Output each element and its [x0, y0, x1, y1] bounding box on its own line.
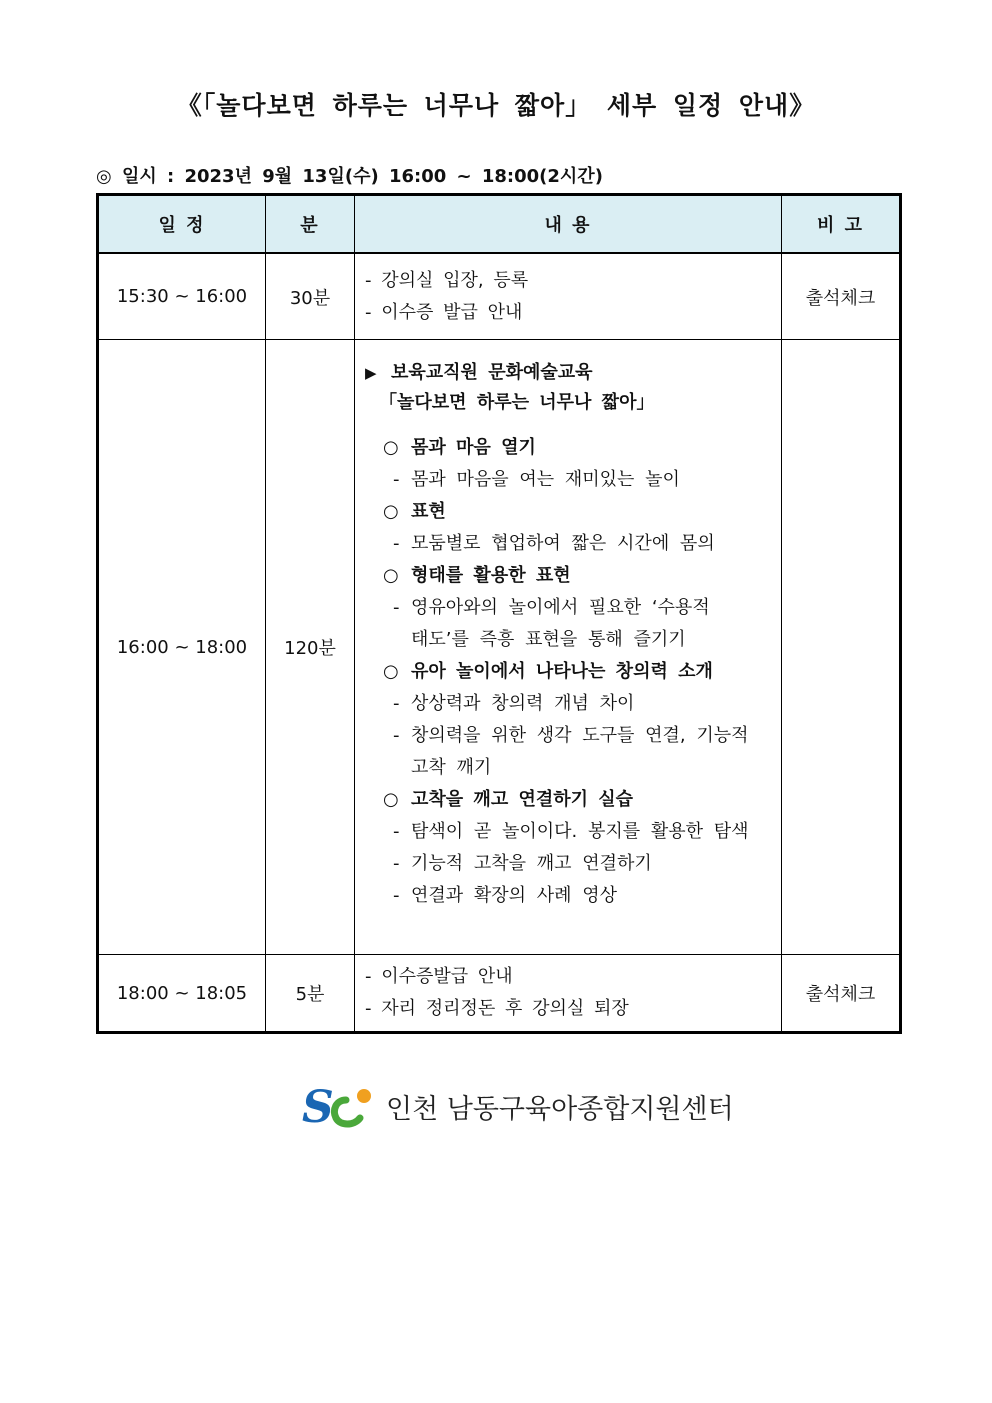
section-item: - 탐색이 곧 놀이이다. 봉지를 활용한 탐색 — [393, 821, 749, 842]
section-title: ○ 유아 놀이에서 나타나는 창의력 소개 — [365, 656, 773, 688]
section-title: ○ 고착을 깨고 연결하기 실습 — [365, 784, 773, 816]
section-item-continuation: 고착 깨기 — [411, 757, 492, 778]
content-line: - 자리 정리정돈 후 강의실 퇴장 — [365, 998, 629, 1019]
svg-text:S: S — [302, 1082, 334, 1130]
section-item-continuation: 태도’를 즉흥 표현을 통해 즐기기 — [411, 629, 686, 650]
event-date: ◎ 일시 : 2023년 9월 13일(수) 16:00 ~ 18:00(2시간) — [96, 166, 603, 187]
program-title: ▶ 보육교직원 문화예술교육 — [365, 358, 773, 388]
circle-bullet-icon: ○ — [383, 565, 399, 586]
table-header-row — [98, 195, 901, 254]
content-line: - 이수증 발급 안내 — [365, 301, 523, 323]
row-time: 18:00 ~ 18:05 — [98, 955, 266, 1033]
section-item: - 몸과 마음을 여는 재미있는 놀이 — [393, 469, 680, 490]
section-item: - 모둠별로 협업하여 짧은 시간에 몸의 — [393, 533, 715, 554]
content-line: - 이수증발급 안내 — [365, 966, 513, 987]
row-content — [355, 340, 782, 955]
circle-bullet-icon: ○ — [383, 501, 399, 522]
row-note — [782, 340, 901, 955]
table-row — [98, 253, 901, 340]
org-name: 인천 남동구육아종합지원센터 — [386, 1093, 734, 1125]
row-time: 16:00 ~ 18:00 — [98, 340, 266, 955]
section-item: - 기능적 고착을 깨고 연결하기 — [393, 853, 652, 874]
triangle-bullet-icon: ▶ — [365, 364, 377, 382]
header-minutes: 분 — [266, 195, 355, 254]
row-content — [355, 253, 782, 340]
section-item: - 창의력을 위한 생각 도구들 연결, 기능적 — [393, 725, 749, 746]
circle-bullet-icon: ○ — [383, 437, 399, 458]
table-row — [98, 955, 901, 1033]
row-minutes: 120분 — [266, 340, 355, 955]
page-title: 《「놀다보면 하루는 너무나 짧아」 세부 일정 안내》 — [176, 91, 816, 120]
program-subtitle: 「놀다보면 하루는 너무나 짧아」 — [379, 392, 655, 413]
section-item: - 영유아와의 놀이에서 필요한 ‘수용적 — [393, 597, 710, 618]
row-note: 출석체크 — [782, 955, 901, 1033]
row-minutes: 30분 — [266, 253, 355, 340]
circle-bullet-icon: ○ — [383, 789, 399, 810]
section-item: - 연결과 확장의 사례 영상 — [393, 885, 618, 906]
header-schedule: 일 정 — [98, 195, 266, 254]
row-content — [355, 955, 782, 1033]
circle-bullet-icon: ○ — [383, 661, 399, 682]
section-title: ○ 몸과 마음 열기 — [365, 432, 773, 464]
schedule-table — [96, 193, 902, 1034]
footer-logo — [300, 1082, 734, 1130]
row-time: 15:30 ~ 16:00 — [98, 253, 266, 340]
header-content: 내 용 — [355, 195, 782, 254]
section-title: ○ 형태를 활용한 표현 — [365, 560, 773, 592]
section-title: ○ 표현 — [365, 496, 773, 528]
row-minutes: 5분 — [266, 955, 355, 1033]
content-line: - 강의실 입장, 등록 — [365, 269, 529, 291]
center-logo-icon — [300, 1082, 378, 1130]
row-note: 출석체크 — [782, 253, 901, 340]
section-item: - 상상력과 창의력 개념 차이 — [393, 693, 635, 714]
table-row — [98, 340, 901, 955]
header-note: 비 고 — [782, 195, 901, 254]
